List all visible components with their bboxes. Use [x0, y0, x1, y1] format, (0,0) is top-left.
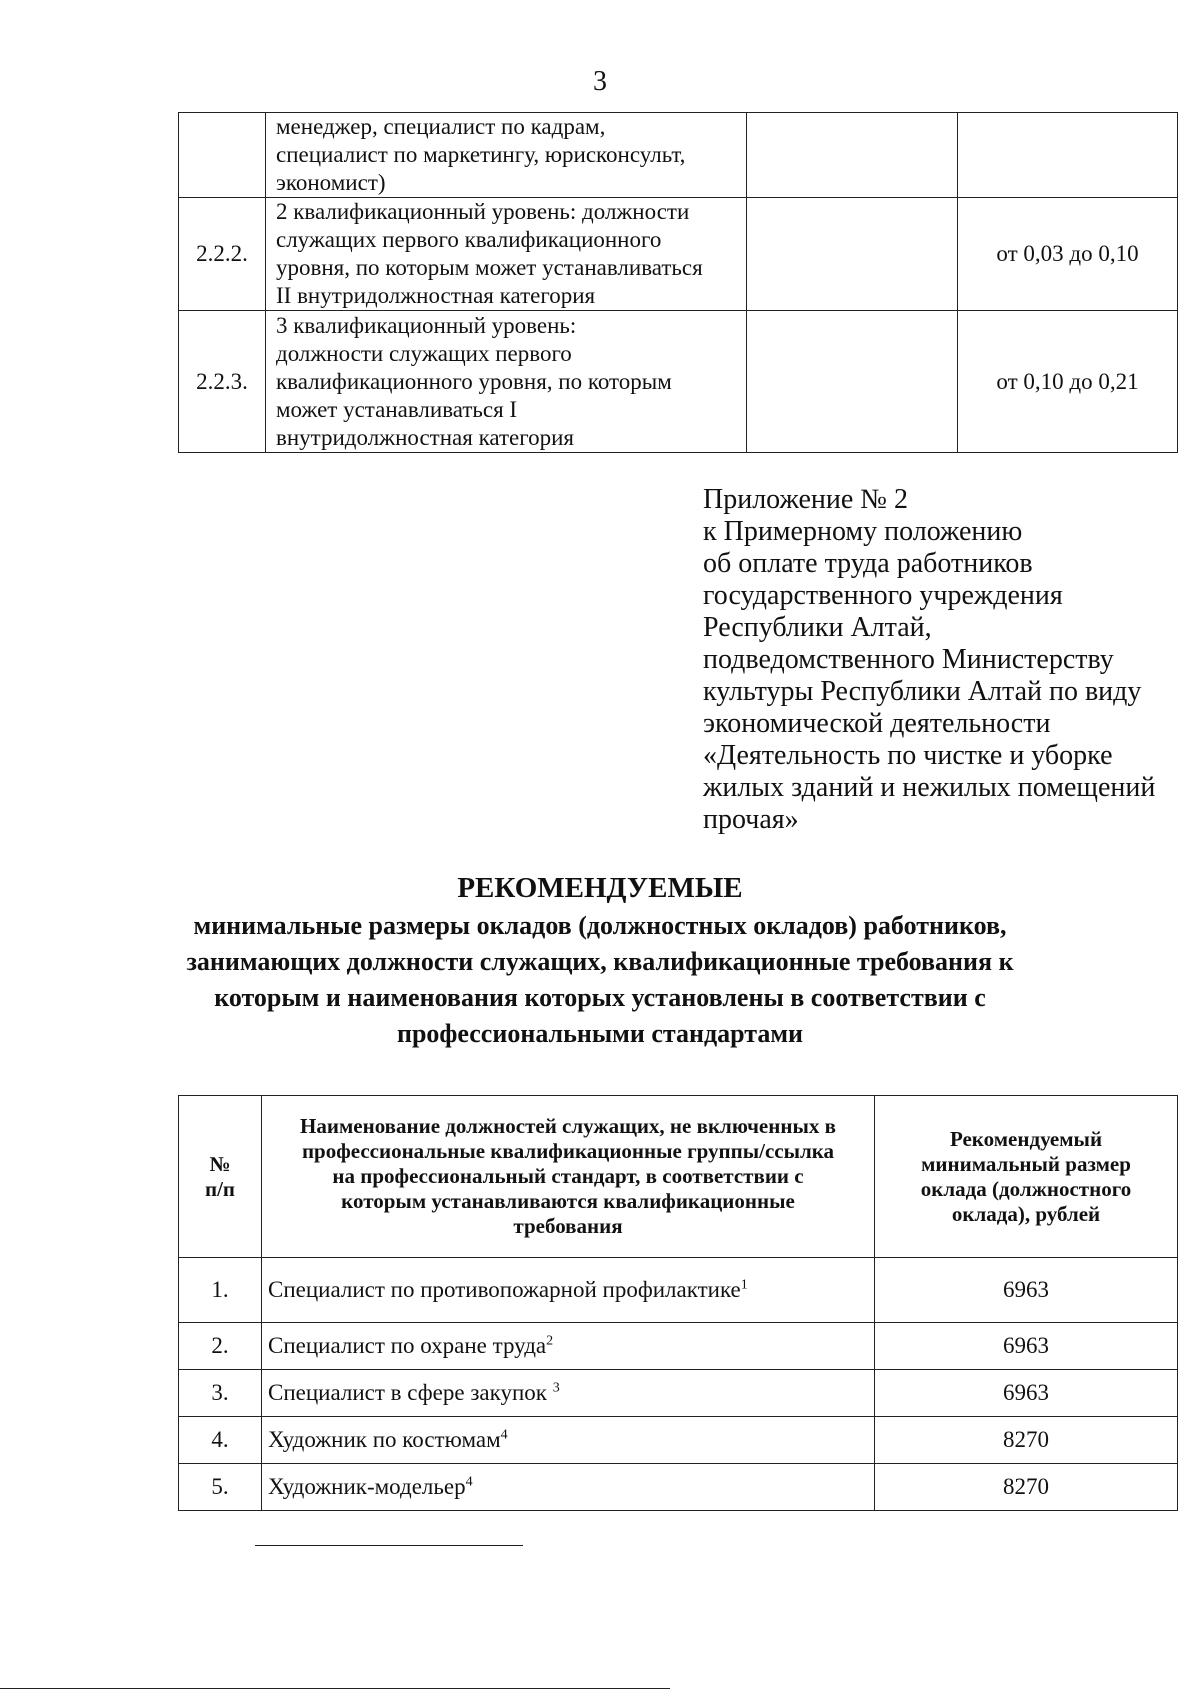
position-description — [266, 198, 747, 311]
row-number: 1. — [179, 1258, 262, 1323]
table-header-row — [179, 1096, 1178, 1258]
empty-cell — [747, 198, 958, 311]
text-line: внутридолжностная категория — [276, 424, 575, 450]
text-line: уровня, по которым может устанавливаться — [276, 255, 703, 280]
position-description — [266, 113, 747, 198]
header-line: оклада), рублей — [951, 1201, 1101, 1226]
row-number: 4. — [179, 1417, 262, 1464]
table-row — [179, 1417, 1178, 1464]
header-line: п/п — [204, 1176, 236, 1201]
coefficient-value — [958, 113, 1178, 198]
column-header-number — [179, 1096, 262, 1258]
position-description — [266, 311, 747, 453]
footnote-marker: 3 — [552, 1380, 560, 1396]
text-line: экономист) — [276, 170, 386, 195]
position-name-text: Специалист по охране труда — [268, 1333, 547, 1358]
appendix-line: государственного учреждения — [703, 580, 1063, 611]
empty-cell — [747, 311, 958, 453]
position-name — [262, 1370, 875, 1417]
text-line: специалист по маркетингу, юрисконсульт, — [276, 142, 686, 167]
position-name — [262, 1258, 875, 1323]
text-line: может устанавливаться I — [276, 396, 518, 422]
row-number: 2.2.2. — [179, 198, 266, 311]
column-header-position — [262, 1096, 875, 1258]
footnote-marker: 2 — [546, 1333, 554, 1349]
page-number: 3 — [593, 66, 607, 97]
appendix-line: Приложение № 2 — [703, 484, 908, 515]
salary-value: 6963 — [875, 1323, 1178, 1370]
row-number: 3. — [179, 1370, 262, 1417]
appendix-line: подведомственного Министерству — [703, 644, 1114, 675]
document-title: РЕКОМЕНДУЕМЫЕ — [457, 872, 743, 904]
column-header-salary — [875, 1096, 1178, 1258]
position-name — [262, 1417, 875, 1464]
appendix-line: об оплате труда работников — [703, 548, 1033, 579]
header-line: профессиональные квалификационные группы/ссылка — [301, 1139, 835, 1163]
subtitle-line: минимальные размеры окладов (должностных окладов) работников, — [193, 911, 1007, 940]
header-line: Рекомендуемый — [949, 1126, 1103, 1151]
pay-coefficients-table-continued — [178, 112, 1178, 453]
header-line: минимальный размер — [921, 1151, 1131, 1176]
coefficient-value: от 0,03 до 0,10 — [958, 198, 1178, 311]
document-subtitle — [100, 908, 1100, 1052]
row-number: 2.2.3. — [179, 311, 266, 453]
appendix-line: экономической деятельности — [703, 708, 1051, 739]
coefficient-value: от 0,10 до 0,21 — [958, 311, 1178, 453]
table-row — [179, 311, 1178, 453]
position-name-text: Специалист по противопожарной профилактике — [268, 1277, 741, 1302]
footnote-marker: 4 — [465, 1474, 473, 1490]
text-line: квалификационного уровня, по которым — [276, 368, 672, 394]
header-line: которым устанавливаются квалификационные — [341, 1189, 795, 1213]
empty-cell — [747, 113, 958, 198]
row-number: 5. — [179, 1464, 262, 1511]
row-number — [179, 113, 266, 198]
appendix-line: к Примерному положению — [703, 516, 1023, 547]
footnote-marker: 4 — [500, 1427, 508, 1443]
table-row — [179, 1323, 1178, 1370]
appendix-line: Республики Алтай, — [703, 612, 932, 643]
footnote-separator — [255, 1545, 523, 1546]
salary-value: 8270 — [875, 1417, 1178, 1464]
salary-value: 6963 — [875, 1370, 1178, 1417]
subtitle-line: профессиональными стандартами — [396, 1019, 804, 1048]
appendix-line: прочая» — [703, 804, 799, 835]
position-name-text: Специалист в сфере закупок — [268, 1380, 553, 1405]
appendix-line: культуры Республики Алтай по виду — [703, 676, 1142, 707]
text-line: должности служащих первого — [276, 340, 572, 366]
header-line: Наименование должностей служащих, не включенных в — [300, 1114, 836, 1138]
header-line: требования — [513, 1214, 623, 1238]
text-line: менеджер, специалист по кадрам, — [276, 114, 606, 139]
table-row — [179, 1370, 1178, 1417]
text-line: 2 квалификационный уровень: должности — [276, 199, 690, 224]
page-bottom-rule — [0, 1688, 670, 1689]
position-name — [262, 1323, 875, 1370]
subtitle-line: которым и наименования которых установлены в соответствии с — [214, 983, 986, 1012]
table-row — [179, 198, 1178, 311]
position-name-text: Художник-модельер — [268, 1474, 466, 1499]
salary-value: 8270 — [875, 1464, 1178, 1511]
salary-table — [178, 1095, 1178, 1511]
footnote-marker: 1 — [740, 1277, 748, 1293]
salary-value: 6963 — [875, 1258, 1178, 1323]
text-line: служащих первого квалификационного — [276, 227, 662, 252]
table-row — [179, 1464, 1178, 1511]
header-line: на профессиональный стандарт, в соответствии с — [332, 1164, 804, 1188]
table-row — [179, 1258, 1178, 1323]
text-line: 3 квалификационный уровень: — [276, 312, 577, 338]
position-name-text: Художник по костюмам — [268, 1427, 501, 1452]
text-line: II внутридолжностная категория — [276, 283, 596, 308]
table-row — [179, 113, 1178, 198]
appendix-reference — [703, 484, 1173, 836]
header-line: оклада (должностного — [920, 1176, 1132, 1201]
appendix-line: жилых зданий и нежилых помещений — [703, 772, 1156, 803]
position-name — [262, 1464, 875, 1511]
header-line: № — [209, 1151, 231, 1176]
appendix-line: «Деятельность по чистке и уборке — [703, 740, 1113, 771]
row-number: 2. — [179, 1323, 262, 1370]
subtitle-line: занимающих должности служащих, квалификационные требования к — [186, 947, 1014, 976]
